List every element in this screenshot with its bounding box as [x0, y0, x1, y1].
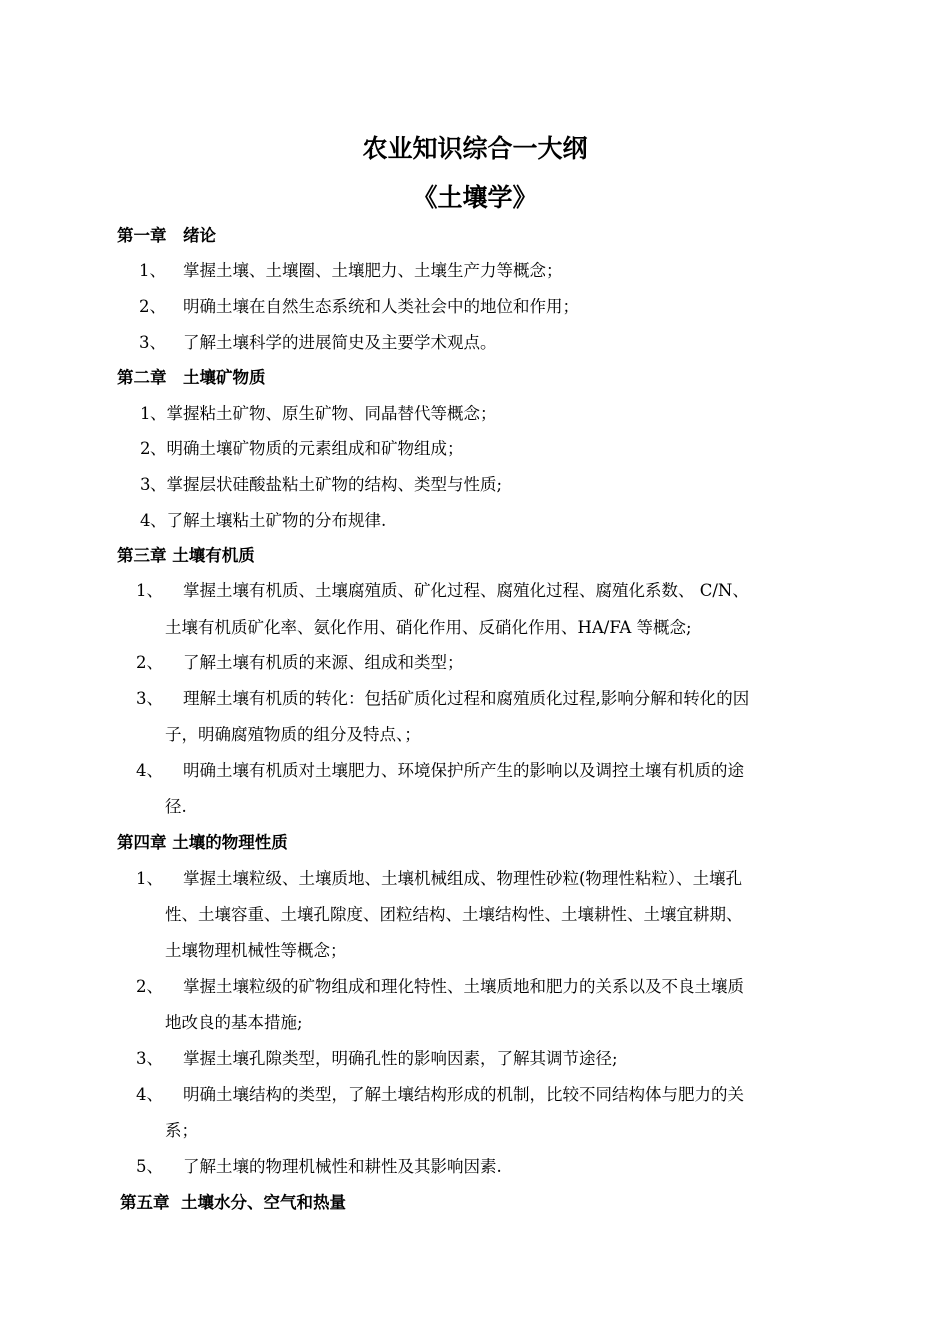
list-text-continuation: 系；: [165, 1121, 198, 1140]
list-number: 2、: [139, 297, 166, 316]
list-number: 3、: [139, 333, 166, 352]
list-text-continuation: 土壤物理机械性等概念；: [165, 941, 347, 960]
list-text: 掌握土壤粒级的矿物组成和理化特性、土壤质地和肥力的关系以及不良土壤质: [183, 977, 744, 996]
list-item: [0, 652, 950, 674]
list-text: 掌握土壤粒级、土壤质地、土壤机械组成、物理性砂粒(物理性粘粒）、土壤孔: [183, 869, 743, 888]
list-text: 了解土壤科学的进展简史及主要学术观点。: [183, 333, 497, 352]
list-number: 1、: [136, 581, 163, 600]
list-item: [0, 296, 950, 318]
list-number: 1、: [139, 261, 166, 280]
list-number: 3: [140, 475, 151, 494]
list-item: [0, 976, 950, 998]
list-text: 理解土壤有机质的转化：包括矿质化过程和腐殖质化过程,影响分解和转化的因: [183, 689, 750, 708]
list-number: 2、: [136, 977, 163, 996]
list-item: [0, 403, 950, 425]
list-number: 4: [140, 511, 151, 530]
chapter-5-heading: 第五章 土壤水分、空气和热量: [120, 1193, 346, 1212]
list-item: [0, 760, 950, 782]
list-item: [0, 438, 950, 460]
list-number: 4、: [136, 761, 163, 780]
list-item: [0, 580, 950, 602]
chapter-4-heading: 第四章 土壤的物理性质: [117, 833, 288, 852]
list-text-continuation: 土壤有机质矿化率、氨化作用、硝化作用、反硝化作用、HA/FA 等概念;: [165, 618, 692, 637]
list-number: 3、: [136, 689, 163, 708]
list-number: 4、: [136, 1085, 163, 1104]
list-item: [0, 868, 950, 890]
list-item: [0, 332, 950, 354]
list-text: 、明确土壤矿物质的元素组成和矿物组成；: [150, 439, 464, 458]
list-item: [0, 688, 950, 710]
list-number: 2、: [136, 653, 163, 672]
chapter-2-heading: 第二章 土壤矿物质: [117, 368, 266, 387]
list-text: 了解土壤的物理机械性和耕性及其影响因素.: [183, 1157, 502, 1176]
list-item: [0, 1084, 950, 1106]
document-title: 农业知识综合一大纲: [362, 134, 588, 163]
list-text: 掌握土壤、土壤圈、土壤肥力、土壤生产力等概念；: [183, 261, 563, 280]
list-item: [0, 1048, 950, 1070]
list-text: 了解土壤有机质的来源、组成和类型；: [183, 653, 464, 672]
list-number: 1、: [136, 869, 163, 888]
list-text: 、掌握层状硅酸盐粘土矿物的结构、类型与性质;: [150, 475, 503, 494]
list-text: 、了解土壤粘土矿物的分布规律.: [150, 511, 387, 530]
list-item: [0, 260, 950, 282]
list-number: 1: [140, 404, 151, 423]
list-item: [0, 510, 950, 532]
list-item: [0, 474, 950, 496]
chapter-3-heading: 第三章 土壤有机质: [117, 546, 255, 565]
list-text-continuation: 径.: [165, 797, 187, 816]
list-text: 明确土壤结构的类型，了解土壤结构形成的机制，比较不同结构体与肥力的关: [183, 1085, 744, 1104]
list-number: 5、: [136, 1157, 163, 1176]
list-text: 掌握土壤孔隙类型，明确孔性的影响因素，了解其调节途径;: [183, 1049, 618, 1068]
list-text: 掌握土壤有机质、土壤腐殖质、矿化过程、腐殖化过程、腐殖化系数、 C/N、: [183, 581, 749, 600]
list-text-continuation: 性、土壤容重、土壤孔隙度、团粒结构、土壤结构性、土壤耕性、土壤宜耕期、: [165, 905, 743, 924]
list-number: 3、: [136, 1049, 163, 1068]
list-text-continuation: 子，明确腐殖物质的组分及特点、；: [165, 725, 421, 744]
chapter-1-heading: 第一章 绪论: [117, 226, 216, 245]
list-text: 明确土壤有机质对土壤肥力、环境保护所产生的影响以及调控土壤有机质的途: [183, 761, 744, 780]
list-text: 、掌握粘土矿物、原生矿物、同晶替代等概念；: [150, 404, 497, 423]
list-number: 2: [140, 439, 151, 458]
list-text-continuation: 地改良的基本措施;: [165, 1013, 303, 1032]
document-subtitle: 《土壤学》: [412, 183, 538, 212]
list-text: 明确土壤在自然生态系统和人类社会中的地位和作用；: [183, 297, 579, 316]
list-item: [0, 1156, 950, 1178]
